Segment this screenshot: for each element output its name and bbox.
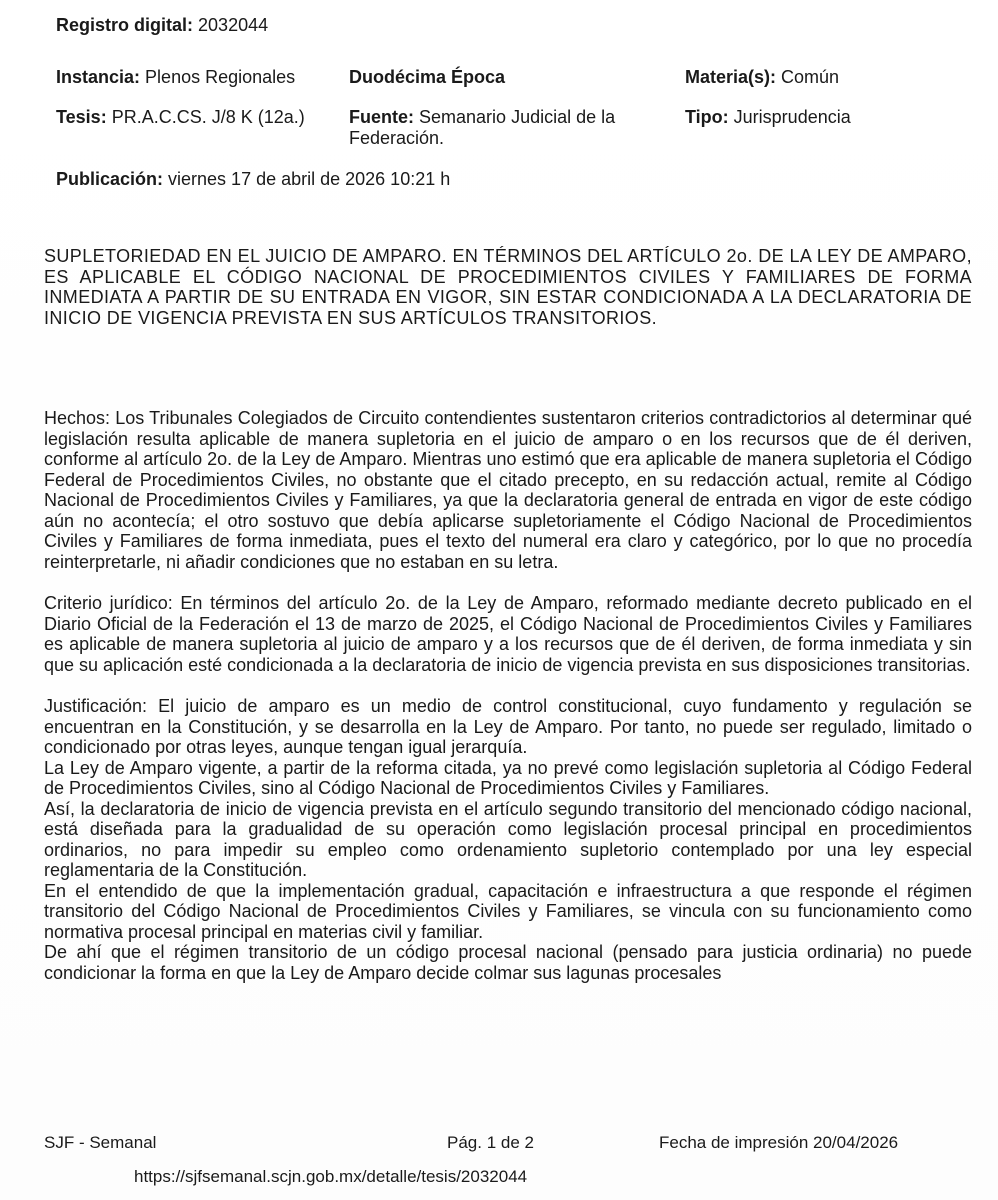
footer-url[interactable]: https://sjfsemanal.scjn.gob.mx/detalle/tesis/2032044 [134, 1167, 528, 1186]
registro-digital [56, 15, 268, 36]
paragraph-criterio: Criterio jurídico: En términos del artículo 2o. de la Ley de Amparo, reformado mediante decreto publicado en el Diario Oficial de la Federación el 13 de marzo de 2025, el Código Nacional de Procedimientos Civiles y Familiares es aplicable de manera supletoria al juicio de amparo y a los recursos que de él deriven, de forma inmediata y sin que su aplicación esté condicionada a la declaratoria de inicio de vigencia prevista en sus disposiciones transitorias. [44, 593, 972, 675]
footer-page-number: Pág. 1 de 2 [447, 1133, 534, 1152]
tipo [685, 107, 851, 128]
fuente [349, 107, 615, 149]
tesis [56, 107, 305, 128]
publicacion-value: viernes 17 de abril de 2026 10:21 h [168, 169, 451, 189]
instancia [56, 67, 295, 88]
registro-label: Registro digital: [56, 15, 194, 35]
footer-print-date: Fecha de impresión 20/04/2026 [659, 1133, 899, 1152]
publicacion-label: Publicación: [56, 169, 164, 189]
materia-label: Materia(s): [685, 67, 777, 87]
materia-value: Común [781, 67, 840, 87]
instancia-label: Instancia: [56, 67, 141, 87]
paragraph-justificacion-5: De ahí que el régimen transitorio de un código procesal nacional (pensado para justicia ordinaria) no puede condicionar la forma en que la Ley de Amparo decide colmar sus lagunas procesales [44, 942, 972, 983]
footer-source: SJF - Semanal [44, 1133, 157, 1152]
tipo-label: Tipo: [685, 107, 729, 127]
paragraph-justificacion-3: Así, la declaratoria de inicio de vigencia prevista en el artículo segundo transitorio del mencionado código nacional, está diseñada para la gradualidad de su operación como legislación procesal principal en procedimientos ordinarios, no para impedir su empleo como ordenamiento supletorio contemplado por una ley especial reglamentaria de la Constitución. [44, 798, 972, 880]
materia [685, 67, 839, 88]
publicacion [56, 169, 450, 190]
paragraph-hechos: Hechos: Los Tribunales Colegiados de Circuito contendientes sustentaron criterios contradictorios al determinar qué legislación resulta aplicable de manera supletoria en el juicio de amparo o en los recursos que de él deriven, conforme al artículo 2o. de la Ley de Amparo. Mientras uno estimó que era aplicable de manera supletoria el Código Federal de Procedimientos Civiles, no obstante que el citado precepto, en su redacción actual, remite al Código Nacional de Procedimientos Civiles y Familiares, ya que la declaratoria general de entrada en vigor de este código aún no acontecía; el otro sostuvo que debía aplicarse supletoriamente el Código Nacional de Procedimientos Civiles y Familiares de forma inmediata, pues el texto del numeral era claro y categórico, por lo que no procedía reinterpretarle, ni añadir condiciones que no estaban en su letra. [44, 408, 972, 572]
tesis-value: PR.A.C.CS. J/8 K (12a.) [111, 107, 305, 127]
paragraph-justificacion-2: La Ley de Amparo vigente, a partir de la reforma citada, ya no prevé como legislación supletoria al Código Federal de Procedimientos Civiles, sino al Código Nacional de Procedimientos Civiles y Familiares. [44, 757, 972, 798]
paragraph-justificacion: Justificación: El juicio de amparo es un medio de control constitucional, cuyo fundamento y regulación se encuentran en la Constitución, y se desarrolla en la Ley de Amparo. Por tanto, no puede ser regulado, limitado o condicionado por otras leyes, aunque tengan igual jerarquía. [44, 696, 972, 757]
tesis-label: Tesis: [56, 107, 107, 127]
epoca [349, 67, 505, 88]
epoca-value: Duodécima Época [349, 67, 506, 87]
fuente-value-line1: Semanario Judicial de la [419, 107, 616, 127]
registro-value: 2032044 [198, 15, 269, 35]
tesis-body [44, 408, 972, 983]
fuente-label: Fuente: [349, 107, 414, 127]
tipo-value: Jurisprudencia [733, 107, 851, 127]
fuente-value-line2: Federación. [349, 128, 445, 148]
instancia-value: Plenos Regionales [145, 67, 296, 87]
tesis-title: SUPLETORIEDAD EN EL JUICIO DE AMPARO. EN TÉRMINOS DEL ARTÍCULO 2o. DE LA LEY DE AMPARO, ES APLICABLE EL CÓDIGO NACIONAL DE PROCEDIMIENTOS CIVILES Y FAMILIARES DE FORMA INMEDIATA A PARTIR DE SU ENTRADA EN VIGOR, SIN ESTAR CONDICIONADA A LA DECLARATORIA DE INICIO DE VIGENCIA PREVISTA EN SUS ARTÍCULOS TRANSITORIOS. [44, 246, 972, 328]
paragraph-justificacion-4: En el entendido de que la implementación gradual, capacitación e infraestructura a que responde el régimen transitorio del Código Nacional de Procedimientos Civiles y Familiares, se vincula con su funcionamiento como normativa procesal principal en materias civil y familiar. [44, 880, 972, 942]
